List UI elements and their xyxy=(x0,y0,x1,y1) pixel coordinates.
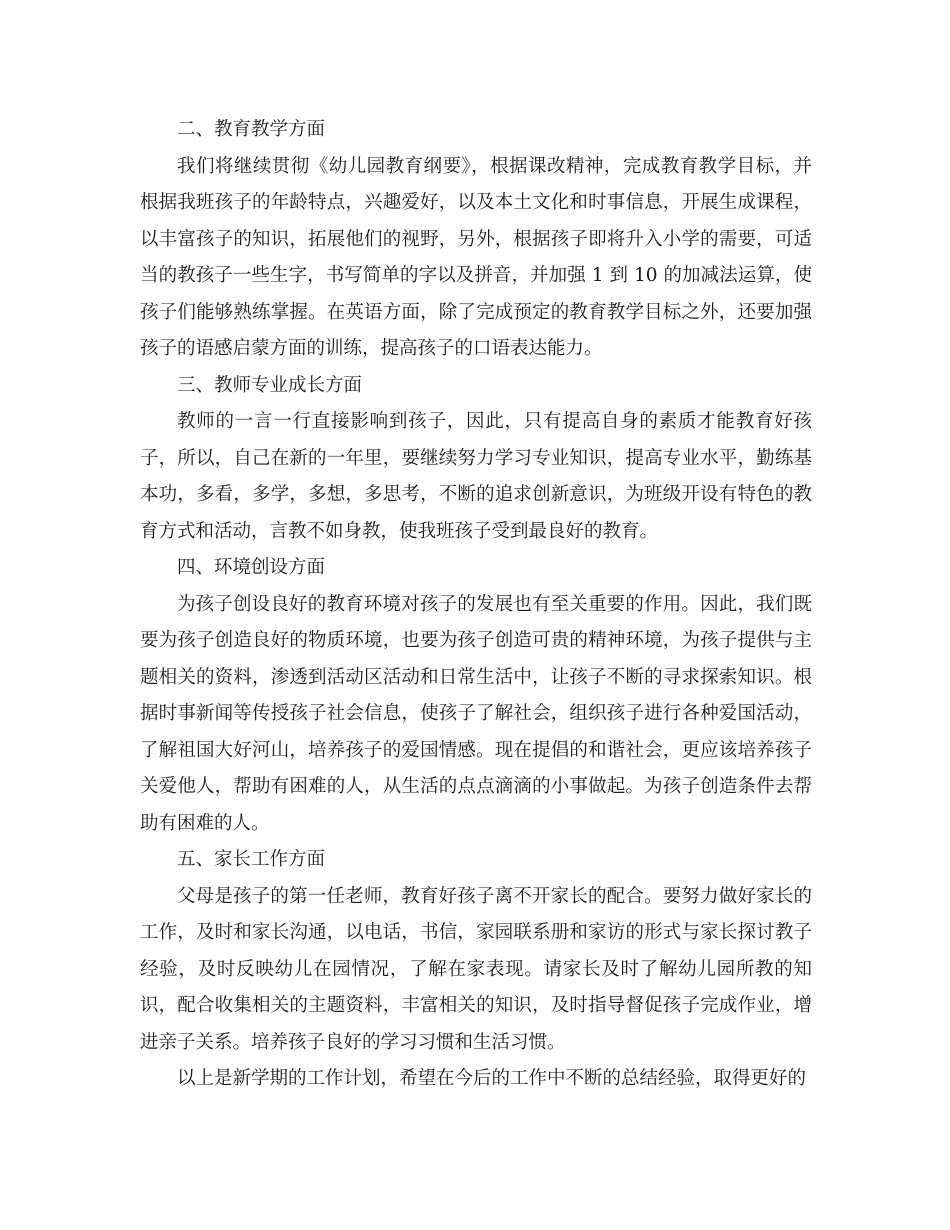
section-body-environment: 为孩子创设良好的教育环境对孩子的发展也有至关重要的作用。因此，我们既要为孩子创造良好的物质环境，也要为孩子创造可贵的精神环境，为孩子提供与主题相关的资料，渗透到活动区活动和日常生活中，让孩子不断的寻求探索知识。根据时事新闻等传授孩子社会信息，使孩子了解社会，组织孩子进行各种爱国活动，了解祖国大好河山，培养孩子的爱国情感。现在提倡的和谐社会，更应该培养孩子关爱他人，帮助有困难的人，从生活的点点滴滴的小事做起。为孩子创造条件去帮助有困难的人。 xyxy=(140,593,812,834)
section-heading-environment: 四、环境创设方面 xyxy=(177,557,326,578)
section-body-teacher-growth: 教师的一言一行直接影响到孩子，因此，只有提高自身的素质才能教育好孩子，所以，自己在新的一年里，要继续努力学习专业知识，提高专业水平，勤练基本功，多看，多学，多想，多思考，不断的追求创新意识，为班级开设有特色的教育方式和活动，言教不如身教，使我班孩子受到最良好的教育。 xyxy=(140,411,812,542)
section-heading-teaching: 二、教育教学方面 xyxy=(177,119,326,140)
section-heading-teacher-growth: 三、教师专业成长方面 xyxy=(177,374,363,396)
section-body-teaching: 我们将继续贯彻《幼儿园教育纲要》，根据课改精神，完成教育教学目标，并根据我班孩子的年龄特点，兴趣爱好，以及本土文化和时事信息，开展生成课程，以丰富孩子的知识，拓展他们的视野，另外，根据孩子即将升入小学的需要，可适当的教孩子一些生字，书写简单的字以及拼音，并加强 1 到 10 的加减法运算，使孩子们能够熟练掌握。在英语方面，除了完成预定的教育教学目标之外，还要加强孩子的语感启蒙方面的训练，提高孩子的口语表达能力。 xyxy=(140,155,812,359)
document-page xyxy=(140,112,812,1098)
closing-paragraph: 以上是新学期的工作计划，希望在今后的工作中不断的总结经验，取得更好的 xyxy=(177,1068,807,1089)
section-body-parents: 父母是孩子的第一任老师，教育好孩子离不开家长的配合。要努力做好家长的工作，及时和家长沟通，以电话，书信，家园联系册和家访的形式与家长探讨教子经验，及时反映幼儿在园情况，了解在家表现。请家长及时了解幼儿园所教的知识，配合收集相关的主题资料，丰富相关的知识，及时指导督促孩子完成作业，增进亲子关系。培养孩子良好的学习习惯和生活习惯。 xyxy=(140,885,812,1053)
section-heading-parents: 五、家长工作方面 xyxy=(177,849,326,870)
